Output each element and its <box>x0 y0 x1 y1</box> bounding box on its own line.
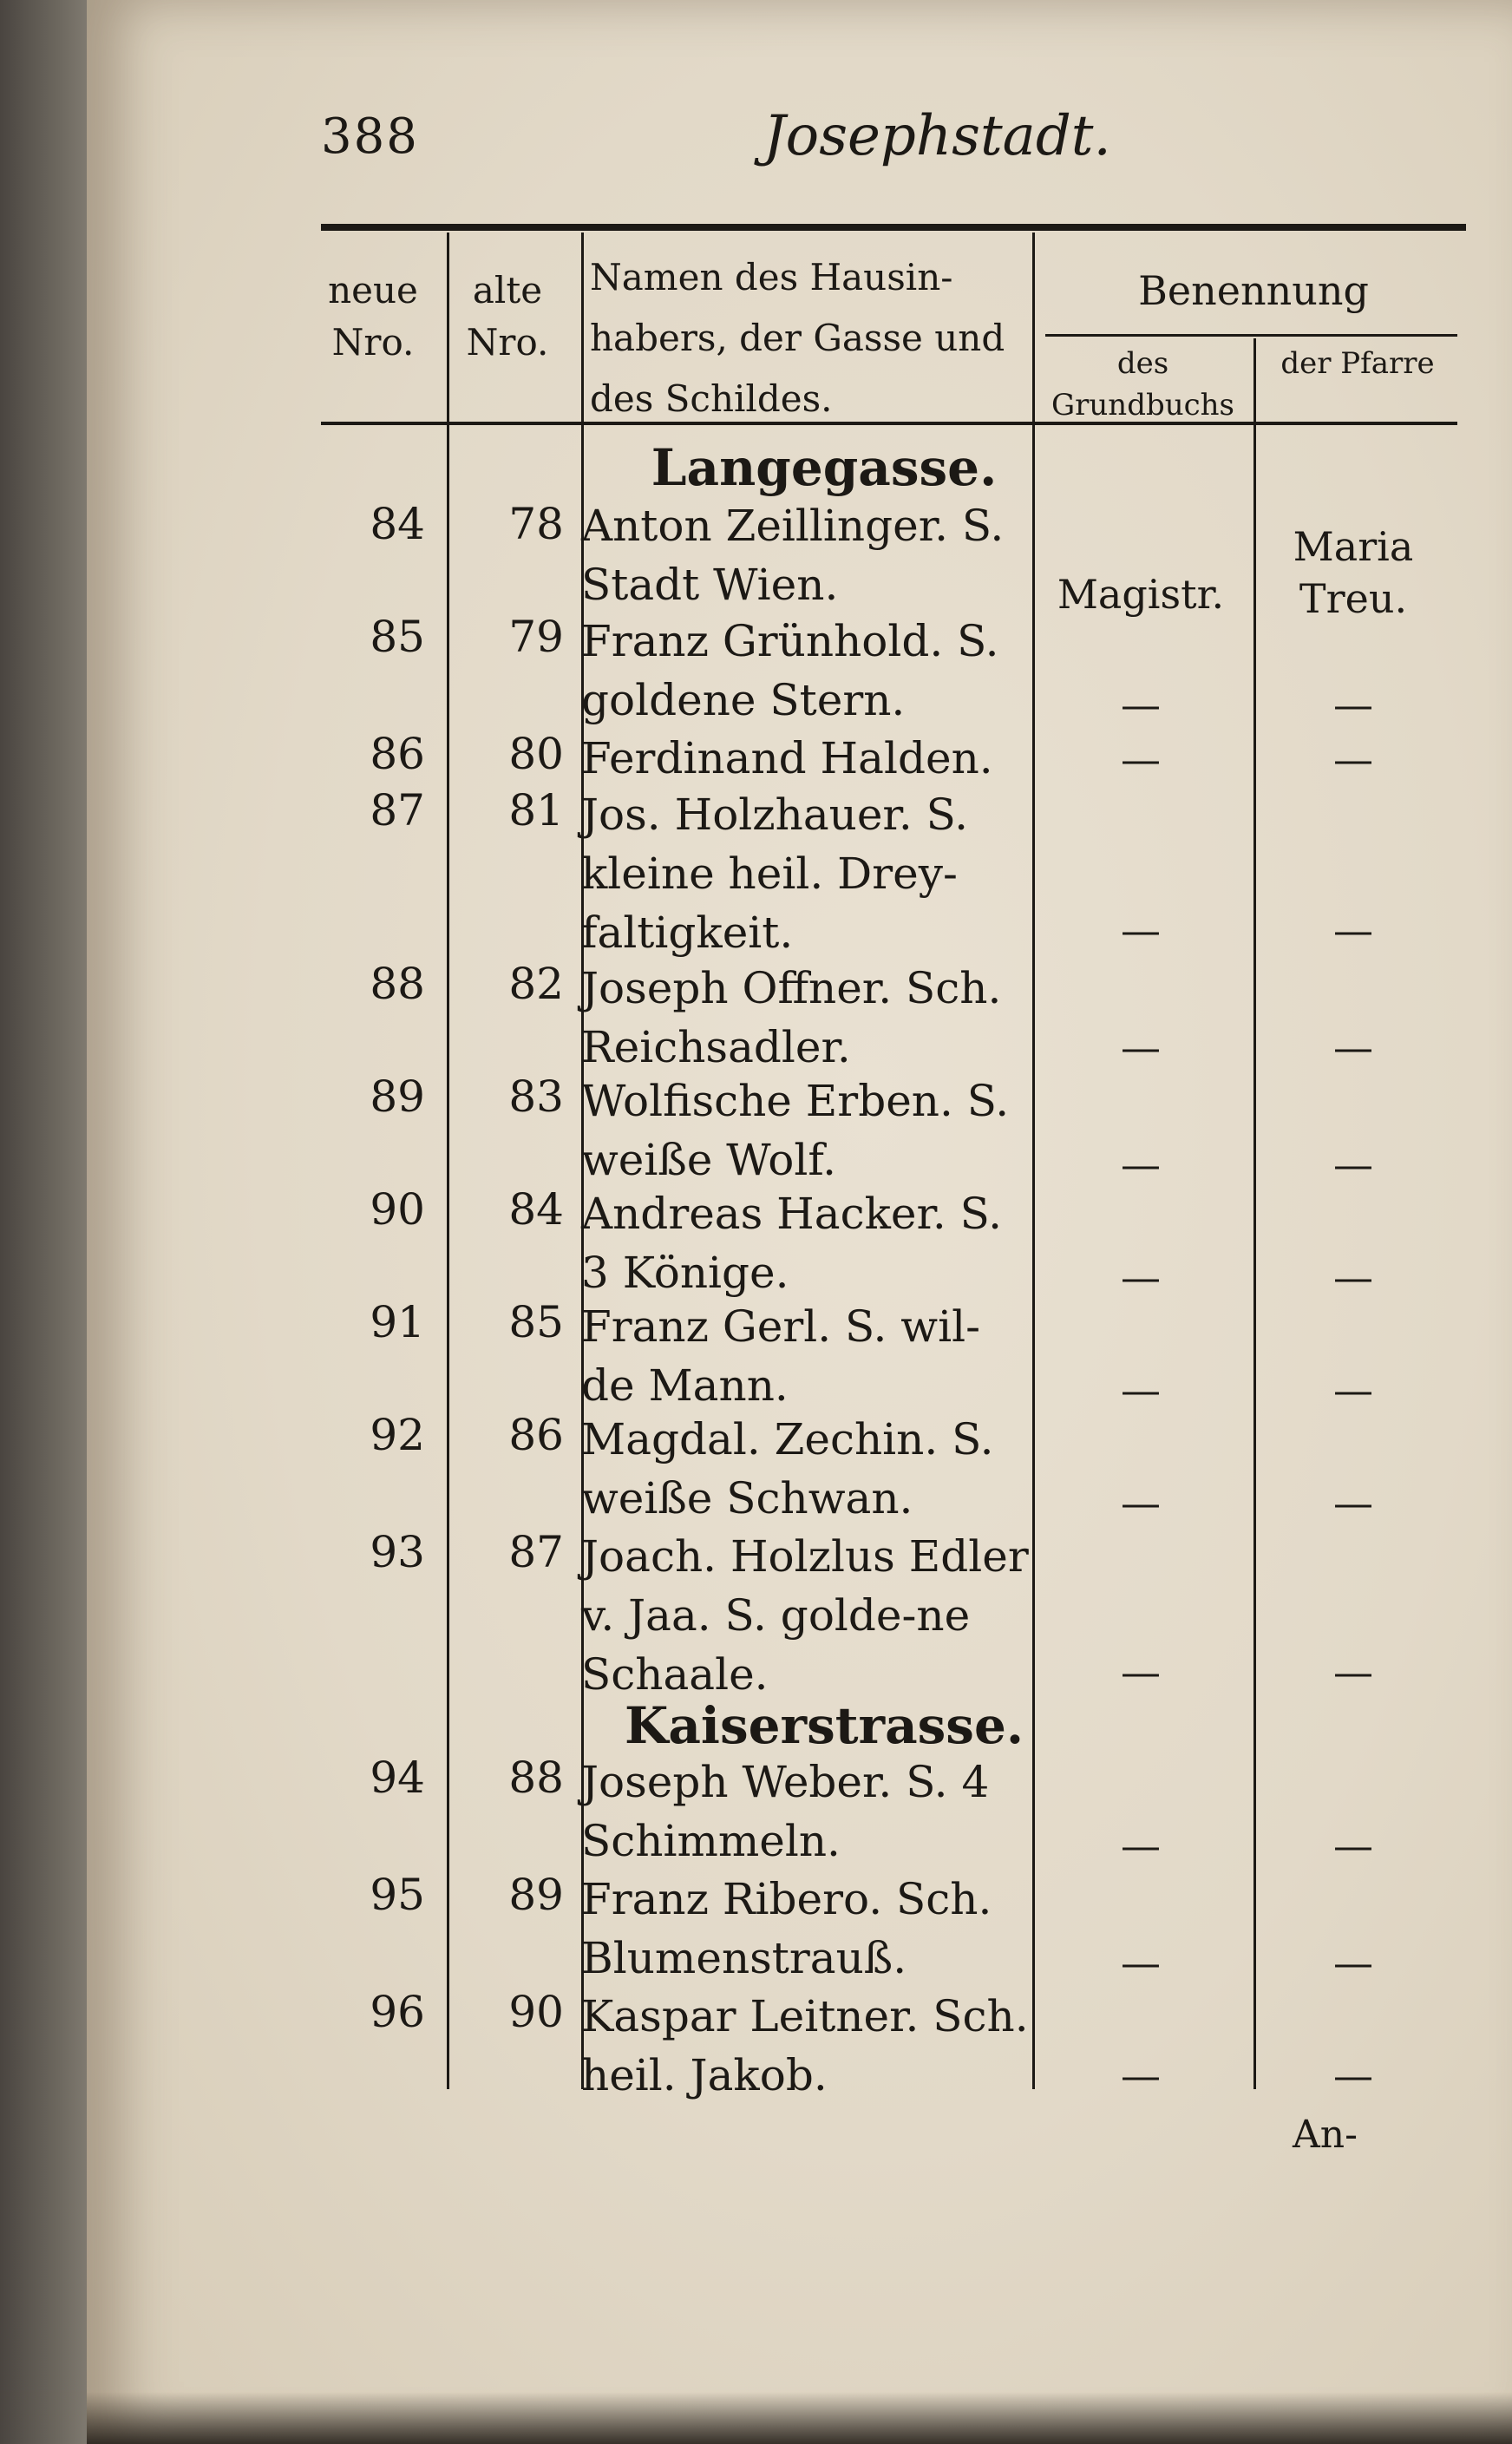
row-grundbuch: — <box>1121 1366 1161 1413</box>
col-divider-4 <box>1253 338 1256 2089</box>
row-entry-text: Magdal. Zechin. S. weiße Schwan. <box>581 1414 994 1523</box>
row-grundbuch: — <box>1121 2052 1161 2099</box>
row-grundbuch: — <box>1121 681 1161 728</box>
row-pfarre: — <box>1333 1822 1373 1869</box>
row-old-no: 79 <box>508 612 564 662</box>
row-old-no: 88 <box>508 1753 564 1803</box>
row-new-no: 88 <box>370 959 425 1009</box>
row-old-no: 78 <box>508 499 564 549</box>
row-new-no: 89 <box>370 1071 425 1122</box>
row-grundbuch: — <box>1121 907 1161 953</box>
row-grundbuch: — <box>1121 736 1161 783</box>
row-grundbuch: — <box>1121 1939 1161 1986</box>
row-pfarre: Maria Treu. <box>1293 523 1414 622</box>
row-pfarre: — <box>1333 1141 1373 1188</box>
row-entry-text: Jos. Holzhauer. S. kleine heil. Drey-faltigkeit. <box>581 790 968 958</box>
header-old-no: alte Nro. <box>466 269 549 364</box>
row-old-no: 86 <box>508 1410 564 1460</box>
row-entry-text: Anton Zeillinger. S. Stadt Wien. <box>581 501 1005 610</box>
row-old-no: 85 <box>508 1297 564 1347</box>
row-entry-text: Kaspar Leitner. Sch. heil. Jakob. <box>581 1991 1029 2100</box>
row-old-no: 82 <box>508 959 564 1009</box>
row-pfarre: — <box>1333 907 1373 953</box>
benennung-sub-rule <box>1045 334 1457 337</box>
row-old-no: 87 <box>508 1527 564 1577</box>
running-head: Josephstadt. <box>763 104 1111 168</box>
row-entry-text: Joseph Offner. Sch. Reichsadler. <box>581 963 1002 1072</box>
street-heading-langegasse: Langegasse. <box>651 438 998 497</box>
row-grundbuch: — <box>1121 1822 1161 1869</box>
row-pfarre: — <box>1333 1479 1373 1526</box>
row-old-no: 80 <box>508 729 564 779</box>
page-bottom-shadow <box>87 2392 1512 2444</box>
row-new-no: 92 <box>370 1410 425 1460</box>
row-new-no: 90 <box>370 1184 425 1235</box>
row-new-no: 94 <box>370 1753 425 1803</box>
header-grundbuch: des Grundbuchs <box>1051 346 1235 423</box>
row-old-no: 84 <box>508 1184 564 1235</box>
row-old-no: 89 <box>508 1870 564 1920</box>
row-grundbuch: — <box>1121 1479 1161 1526</box>
row-new-no: 86 <box>370 729 425 779</box>
catchword: An- <box>1293 2113 1358 2157</box>
row-new-no: 85 <box>370 612 425 662</box>
row-pfarre: — <box>1333 2052 1373 2099</box>
header-benennung: Benennung <box>1138 267 1369 314</box>
row-entry-text: Wolfische Erben. S. weiße Wolf. <box>581 1076 1010 1185</box>
row-pfarre: — <box>1333 736 1373 783</box>
row-old-no: 81 <box>508 785 564 835</box>
row-new-no: 96 <box>370 1987 425 2037</box>
row-grundbuch: — <box>1121 1254 1161 1301</box>
row-new-no: 84 <box>370 499 425 549</box>
row-entry-text: Franz Gerl. S. wil-de Mann. <box>581 1301 980 1411</box>
row-new-no: 93 <box>370 1527 425 1577</box>
row-grundbuch: — <box>1121 1648 1161 1695</box>
row-new-no: 91 <box>370 1297 425 1347</box>
row-entry-text: Ferdinand Halden. <box>581 733 993 783</box>
row-grundbuch: Magistr. <box>1057 571 1225 618</box>
header-pfarre: der Pfarre <box>1280 346 1435 381</box>
row-entry-text: Franz Ribero. Sch. Blumenstrauß. <box>581 1874 992 1983</box>
row-entry-text: Joseph Weber. S. 4 Schimmeln. <box>581 1757 990 1866</box>
row-entry-text: Joach. Holzlus Edler v. Jaa. S. golde-ne Schaale. <box>581 1531 1029 1700</box>
row-entry-text: Franz Grünhold. S. goldene Stern. <box>581 616 999 725</box>
row-old-no: 90 <box>508 1987 564 2037</box>
row-pfarre: — <box>1333 1648 1373 1695</box>
row-grundbuch: — <box>1121 1141 1161 1188</box>
table-top-rule <box>321 224 1466 231</box>
row-pfarre: — <box>1333 1024 1373 1071</box>
row-pfarre: — <box>1333 681 1373 728</box>
row-grundbuch: — <box>1121 1024 1161 1071</box>
row-old-no: 83 <box>508 1071 564 1122</box>
header-new-no: neue Nro. <box>328 269 418 364</box>
page-number: 388 <box>321 108 419 165</box>
street-heading-kaiserstrasse: Kaiserstrasse. <box>624 1696 1024 1755</box>
row-pfarre: — <box>1333 1366 1373 1413</box>
row-new-no: 95 <box>370 1870 425 1920</box>
row-entry-text: Andreas Hacker. S. 3 Könige. <box>581 1189 1003 1298</box>
header-name: Namen des Hausin-haberѕ, der Gasse und des Schildes. <box>590 256 1005 420</box>
row-pfarre: — <box>1333 1254 1373 1301</box>
row-new-no: 87 <box>370 785 425 835</box>
row-pfarre: — <box>1333 1939 1373 1986</box>
